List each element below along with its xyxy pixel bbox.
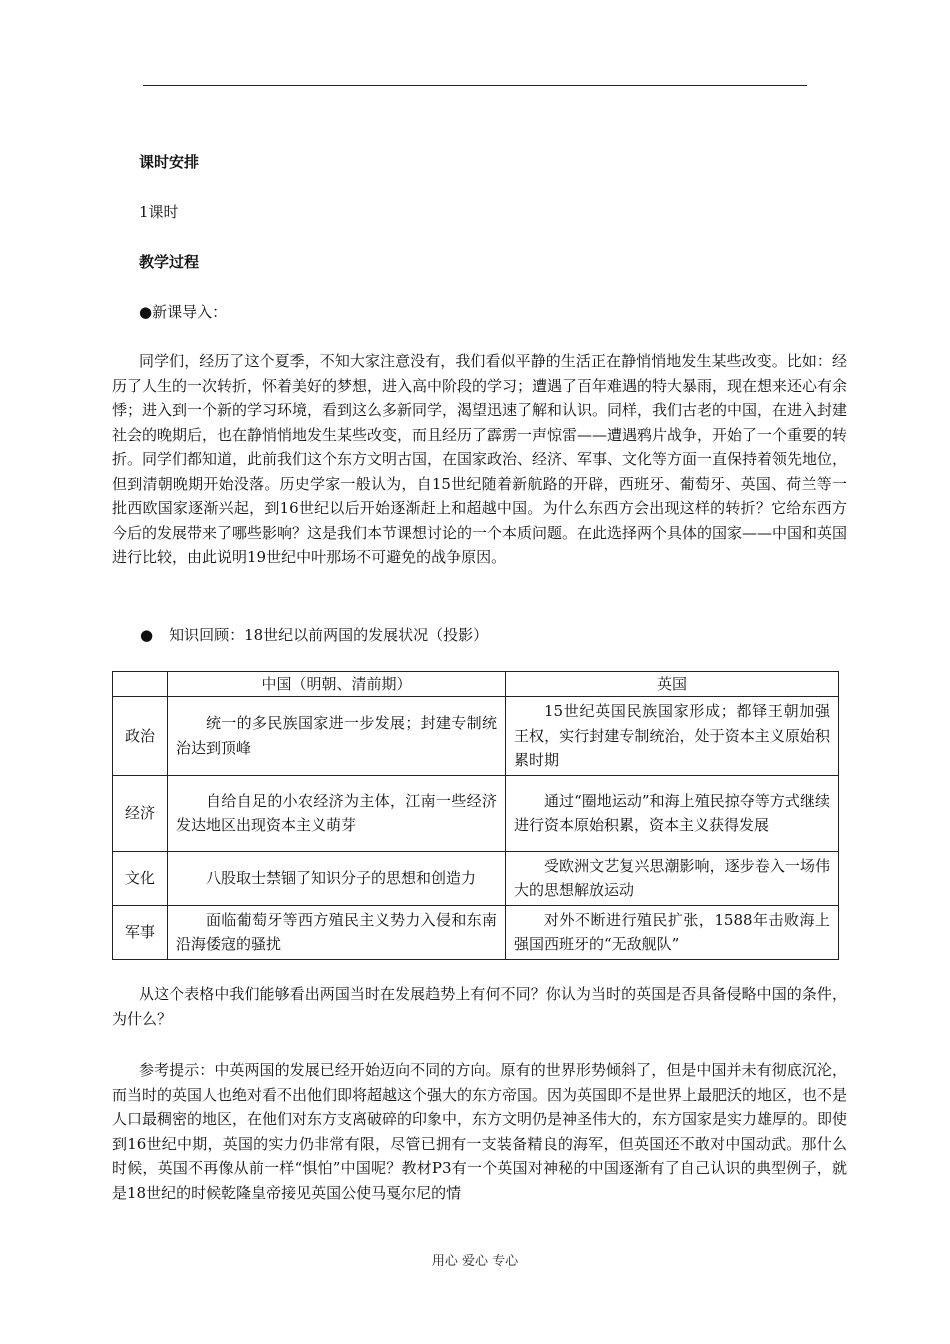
category-cell: 军事 (113, 905, 168, 959)
china-cell: 自给自足的小农经济为主体，江南一些经济发达地区出现资本主义萌芽 (168, 775, 506, 851)
table-row (113, 775, 839, 851)
category-cell: 政治 (113, 697, 168, 776)
table-row (113, 905, 839, 959)
header-rule (143, 85, 807, 86)
bullet-icon: ● (140, 626, 154, 644)
schedule-heading: 课时安排 (139, 153, 200, 171)
intro-paragraph: 同学们，经历了这个夏季，不知大家注意没有，我们看似平静的生活正在静悄悄地发生某些改变。比如：经历了人生的一次转折，怀着美好的梦想，进入高中阶段的学习；遭遇了百年难遇的特大暴雨，现在想来还心有余悸；进入到一个新的学习环境，看到这么多新同学，渴望迅速了解和认识。同样，我们古老的中国，在进入封建社会的晚期后，也在静悄悄地发生某些改变，而且经历了霹雳一声惊雷——遭遇鸦片战争，开始了一个重要的转折。同学们都知道，此前我们这个东方文明古国，在国家政治、经济、军事、文化等方面一直保持着领先地位，但到清朝晚期开始没落。历史学家一般认为，自15世纪随着新航路的开辟，西班牙、葡萄牙、英国、荷兰等一批西欧国家逐渐兴起，到16世纪以后开始逐渐赶上和超越中国。为什么东西方会出现这样的转折？它给东西方今后的发展带来了哪些影响？这是我们本节课想讨论的一个本质问题。在此选择两个具体的国家——中国和英国进行比较，由此说明19世纪中叶那场不可避免的战争原因。 (112, 352, 848, 566)
question-paragraph: 从这个表格中我们能够看出两国当时在发展趋势上有何不同？你认为当时的英国是否具备侵略中国的条件，为什么？ (112, 985, 847, 1028)
table-row (113, 697, 839, 776)
table-header-cell: 英国 (506, 672, 839, 697)
schedule-value: 1课时 (139, 203, 179, 221)
table-header-cell: 中国（明朝、清前期） (168, 672, 506, 697)
review-line (140, 623, 488, 647)
process-heading: 教学过程 (139, 253, 200, 271)
intro-label: ●新课导入： (139, 303, 228, 321)
table-row (113, 851, 839, 905)
britain-cell: 15世纪英国民族国家形成；都铎王朝加强王权，实行封建专制统治，处于资本主义原始积累时期 (506, 697, 839, 776)
china-cell: 统一的多民族国家进一步发展；封建专制统治达到顶峰 (168, 697, 506, 776)
hint-paragraph: 参考提示：中英两国的发展已经开始迈向不同的方向。原有的世界形势倾斜了，但是中国并未有彻底沉沦，而当时的英国人也绝对看不出他们即将超越这个强大的东方帝国。因为英国即不是世界上最肥沃的地区，也不是人口最稠密的地区，在他们对东方支离破碎的印象中，东方文明仍是神圣伟大的，东方国家是实力雄厚的。即使到16世纪中期，英国的实力仍非常有限，尽管已拥有一支装备精良的海军，但英国还不敢对中国动武。那什么时候，英国不再像从前一样“惧怕”中国呢？教材P3有一个英国对神秘的中国逐渐有了自己认识的典型例子，就是18世纪的时候乾隆皇帝接见英国公使马戛尔尼的情 (112, 1061, 848, 1202)
britain-cell: 受欧洲文艺复兴思潮影响，逐步卷入一场伟大的思想解放运动 (506, 851, 839, 905)
comparison-table (112, 671, 839, 960)
china-cell: 八股取士禁锢了知识分子的思想和创造力 (168, 851, 506, 905)
category-cell: 文化 (113, 851, 168, 905)
table-header-cell (113, 672, 168, 697)
review-label: 知识回顾：18世纪以前两国的发展状况（投影） (169, 626, 489, 644)
page-footer: 用心 爱心 专心 (431, 1254, 519, 1269)
britain-cell: 对外不断进行殖民扩张，1588年击败海上强国西班牙的“无敌舰队” (506, 905, 839, 959)
category-cell: 经济 (113, 775, 168, 851)
table-header-row (113, 672, 839, 697)
china-cell: 面临葡萄牙等西方殖民主义势力入侵和东南沿海倭寇的骚扰 (168, 905, 506, 959)
britain-cell: 通过“圈地运动”和海上殖民掠夺等方式继续进行资本原始积累，资本主义获得发展 (506, 775, 839, 851)
